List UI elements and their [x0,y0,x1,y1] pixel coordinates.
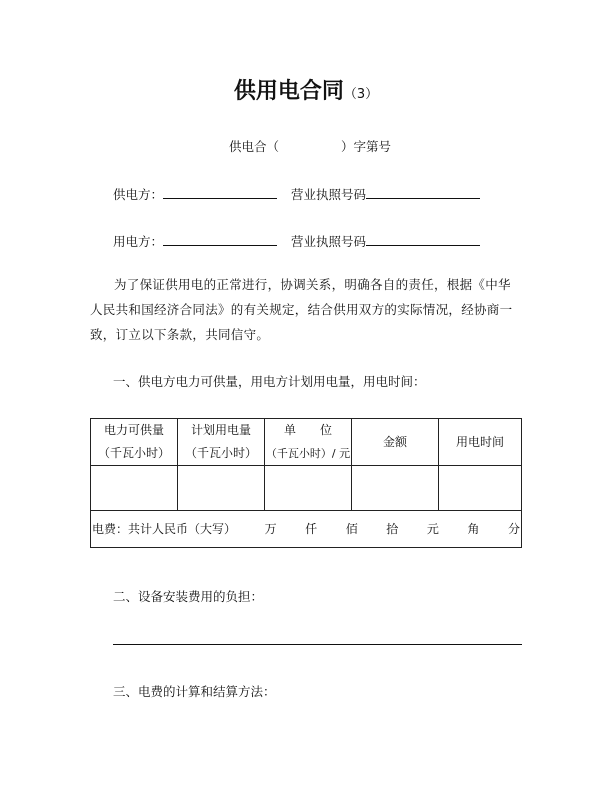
contract-number-prefix: 供电合（ [229,139,280,154]
table-header-row [91,419,522,466]
header-cell [178,419,265,466]
electricity-table [90,418,522,548]
fee-unit: 分 [507,521,520,536]
fee-unit: 万 [264,521,277,536]
table-row [91,466,522,511]
supplier-license-field[interactable] [366,186,480,199]
header-cell [91,419,178,466]
title-text: 供用电合同 [233,79,344,104]
consumer-row [113,232,480,250]
section-3-heading: 三、电费的计算和结算方法： [113,684,276,699]
supplier-row [113,185,480,203]
header-line: （千瓦小时）/ 元 [265,447,351,460]
consumer-name-field[interactable] [163,233,277,246]
header-cell [265,419,352,466]
table-cell[interactable] [352,466,439,511]
page-title [0,74,612,105]
consumer-license-field[interactable] [366,233,480,246]
consumer-license-label: 营业执照号码 [291,234,367,249]
header-cell [352,419,439,466]
header-line: 计划用电量 [190,423,251,437]
fee-unit: 佰 [345,521,358,536]
supplier-label: 供电方： [113,187,164,202]
supplier-name-field[interactable] [163,186,277,199]
title-suffix: （3） [343,87,379,102]
fee-cell[interactable] [91,511,522,548]
fee-label: 电费：共计人民币（大写） [92,521,237,536]
section-2-blank-line[interactable] [113,644,522,645]
contract-number [229,137,391,155]
intro-paragraph: 为了保证供用电的正常进行，协调关系，明确各自的责任，根据《中华人民共和国经济合同法》的有关规定，结合供用双方的实际情况，经协商一致，订立以下条款，共同信守。 [90,277,513,342]
header-line: 电力可供量 [103,423,164,437]
table-cell[interactable] [265,466,352,511]
consumer-label: 用电方： [113,234,164,249]
table-cell[interactable] [178,466,265,511]
fee-unit: 拾 [386,521,399,536]
table-cell[interactable] [91,466,178,511]
fee-unit: 仟 [305,521,318,536]
fee-unit: 元 [426,521,439,536]
table-cell[interactable] [439,466,522,511]
header-cell [439,419,522,466]
contract-number-suffix: ）字第号 [341,139,392,154]
header-line: 单 位 [283,423,332,437]
fee-line [91,518,521,541]
header-line: （千瓦小时） [97,446,170,460]
header-line: 金额 [382,434,407,449]
header-line: （千瓦小时） [184,446,257,460]
section-1-heading: 一、供电方电力可供量，用电方计划用电量，用电时间： [113,374,426,389]
section-2-heading: 二、设备安装费用的负担： [113,589,264,604]
header-line: 用电时间 [455,434,504,449]
fee-row [91,511,522,548]
fee-unit: 角 [467,521,480,536]
supplier-license-label: 营业执照号码 [291,187,367,202]
